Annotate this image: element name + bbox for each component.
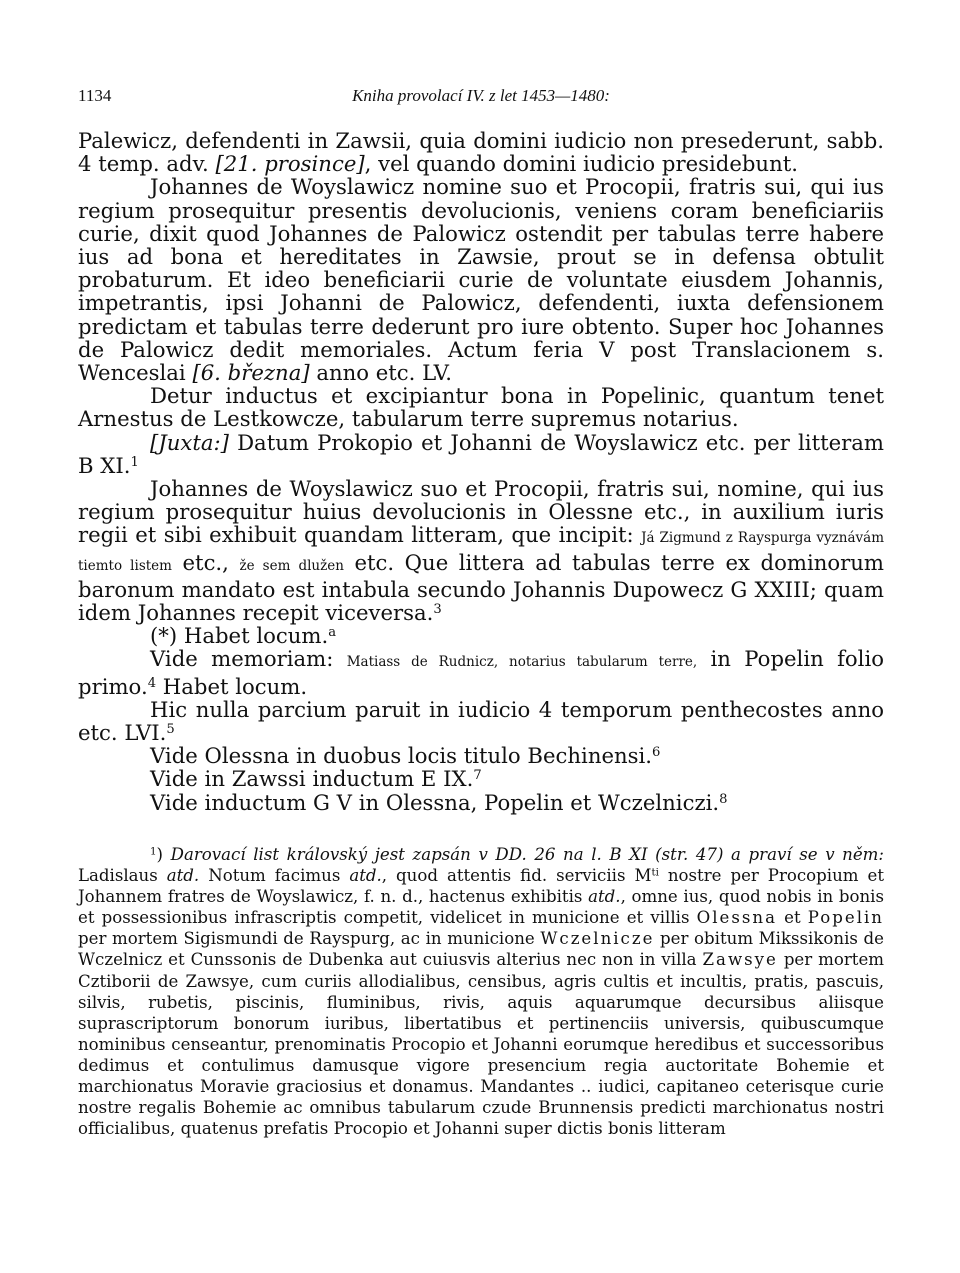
text-run: Vide inductum G V in Olessna, Popelin et Wczelniczi. [150,789,720,815]
text-run: Johannes de Woyslawicz suo et Procopii, fratris sui, nomine, qui ius regium prosequitur huius devolucionis in Olessne etc., in auxilium iuris regii et sibi exhibuit quandam litteram, que incipit: [78,476,884,548]
footnote-ref: 6 [652,745,661,761]
footnote: $^1$) Darovací list královský jest zapsán v DD. 26 na l. B XI (str. 47) a praví se v něm: Ladislaus atd. Notum facimus atd., quod attentis fid. serviciis $M^{ti}$ nostre per Procopium et Johannem fratres de Woyslawicz, f. n. d., hactenus exhibitis atd., omne ius, quod nobis in bonis et possessionibus infrascriptis competit, videlicet in municione et villis Olessna et Popelin per mortem Sigismundi de Rayspurg, ac in municione Wczelnicze per obitum Mikssikonis de Wczelnicz et Cunssonis de Dubenka aut cuiusvis alterius nec non in villa Zawsye per mortem Cztiborii de Zawsye, cum curiis allodialibus, censibus, agris cultis et incultis, pratis, pascuis, silvis, rubetis, piscinis, fluminibus, rivis, aquis aquarumque decursibus aliisque suprascriptorum bonorum iuribus, libertatibus et pertinenciis universis, quibuscumque nominibus censeantur, prenominatis Procopio et Johanni eorumque heredibus et successoribus dedimus et contulimus damusque vigore presencium regia auctoritate Bohemie et marchionatus Moravie graciosius et donamus. Mandantes .. iudici, capitaneo ceterisque curie nostre regalis Bohemie ac omnibus tabularum czude Brunnensis predicti marchionatus nostri officialibus, quatenus prefatis Procopio et Johanni super dictis bonis litteram [78,845,885,1139]
editorial-date: [6. března] [192,360,310,386]
paragraph [78,431,884,477]
text-run: etc., [171,549,240,575]
spaced-place-name: Wczelnicze [540,929,655,949]
spaced-place-name: Zawsye [702,950,778,970]
footnote-ref: 3 [433,601,442,617]
footnote-ref: 7 [473,768,482,784]
paragraph [78,129,884,175]
editor-note: Darovací list královský jest zapsán v DD. 26 na l. B XI (str. 47) a praví se v něm: [170,845,885,864]
running-header [78,86,884,110]
text-run: per mortem Cztiborii de Zawsye, cum curiis allodialibus, censibus, agris cultis et incultis, pratis, pascuis, silvis, rubetis, piscinis, fluminibus, rivis, aquis aquarumque decursibus aliisque suprascriptorum bonorum iuribus, libertatibus et pertinenciis universis, quibuscumque nominibus censeantur, prenominatis Procopio et Johanni eorumque heredibus et successoribus dedimus et contulimus damusque vigore presencium regia auctoritate Bohemie et marchionatus Moravie graciosius et donamus. Mandantes .. iudici, capitaneo ceterisque curie nostre regalis Bohemie ac omnibus tabularum czude Brunnensis predicti marchionatus nostri officialibus, quatenus prefatis Procopio et Johanni super dictis bonis litteram [78,950,885,1139]
text-run: anno etc. LV. [309,360,453,386]
footnote-ref: 1 [130,454,139,470]
text-run: in Popelin folio primo. [78,646,884,699]
editorial-note: [Juxta:] [150,429,229,455]
text-run: (*) Habet locum. [150,623,329,649]
main-text [78,129,884,814]
text-run: per obitum Mikssikonis de Wczelnicz et Cunssonis de Dubenka aut cuiusvis alterius nec non in villa [78,929,884,970]
text-run: Johannes de Woyslawicz nomine suo et Procopii, fratris sui, qui ius regium prosequitur presentis devolucionis, veniens coram beneficiariis curie, dixit quod Johannes de Palowicz ostendit per tabulas terre habere ius ad bona et hereditates in Zawsie, prout se in defensa obtulit probaturum. Et ideo beneficiarii curie de voluntate eiusdem Johannis, impetrantis, ipsi Johanni de Palowicz, defendenti, iuxta defensionem predictam et tabulas terre dederunt pro iure obtento. Super hoc Johannes de Palowicz dedit memoriales. Actum feria V post Translacionem s. Wenceslai [78,174,884,386]
running-title: Kniha provolací IV. z let 1453—1480: [352,86,610,105]
quoted-czech: že sem dlužen [239,557,344,574]
abbrev: atd. [588,887,621,907]
text-run: Ladislaus [78,866,167,886]
text-run: Notum facimus [199,866,350,886]
text-run: et [776,908,808,928]
paragraph [78,647,884,697]
abbrev: atd. [166,866,200,886]
footnote-ref: 4 [147,675,157,691]
paragraph [78,767,884,790]
footnote-ref: 5 [166,721,175,737]
text-run: per mortem Sigismundi de Rayspurg, ac in municione [78,929,541,949]
text-run: , omne ius, quod nobis in bonis et possessionibus infrascriptis competit, videlicet in municione et villis [78,887,884,928]
paragraph [78,744,884,767]
text-run: nostre per Procopium et Johannem fratres de Woyslawicz, f. n. d., hactenus exhibitis [78,866,884,907]
paragraph [78,698,884,744]
text-run: etc. Que littera ad tabulas terre ex dominorum baronum mandato est intabula secundo Johannis Dupowecz G XXIII; quam idem Johannes recepit viceversa. [78,549,885,626]
text-run: Vide memoriam: [150,646,347,672]
text-run: Hic nulla parcium paruit in iudicio 4 temporum penthecostes anno etc. LVI. [78,696,884,746]
text-run: Palewicz, defendenti in Zawsii, quia domini iudicio non presederunt, sabb. 4 temp. adv. [78,128,884,177]
page-number: 1134 [78,86,112,105]
quoted-name: Matiass de Rudnicz, notarius tabularum terre, [346,654,698,671]
text-run: Vide Olessna in duobus locis titulo Bechinensi. [150,743,653,769]
paragraph [78,624,884,647]
text-run: Vide in Zawssi inductum E IX. [150,766,474,792]
footnote-marker: 1 [150,845,157,858]
footnote-ref: a [328,625,337,641]
paragraph [78,175,884,384]
text-run: Habet locum. [156,673,308,699]
paragraph [78,477,884,624]
text-run: Datum Prokopio et Johanni de Woyslawicz etc. per litteram B XI. [78,429,884,478]
spaced-place-name: Popelin [807,908,884,928]
footnotes [78,844,884,1139]
superscript: ti [651,866,659,879]
spaced-place-name: Olessna [696,908,777,928]
paragraph: Detur inductus et excipiantur bona in Popelinic, quantum tenet Arnestus de Lestkowcze, tabularum terre supremus notarius. [78,383,884,432]
quoted-czech: Já Zigmund z Rayspurga vyznávám tiemto listem [78,530,884,574]
text-run: , quod attentis fid. serviciis M [381,866,652,886]
editorial-date: [21. prosince] [215,151,365,177]
footnote-ref: 8 [719,791,728,807]
text-run: , vel quando domini iudicio presidebunt. [364,151,798,177]
paragraph [78,791,884,814]
abbrev: atd. [349,866,382,886]
